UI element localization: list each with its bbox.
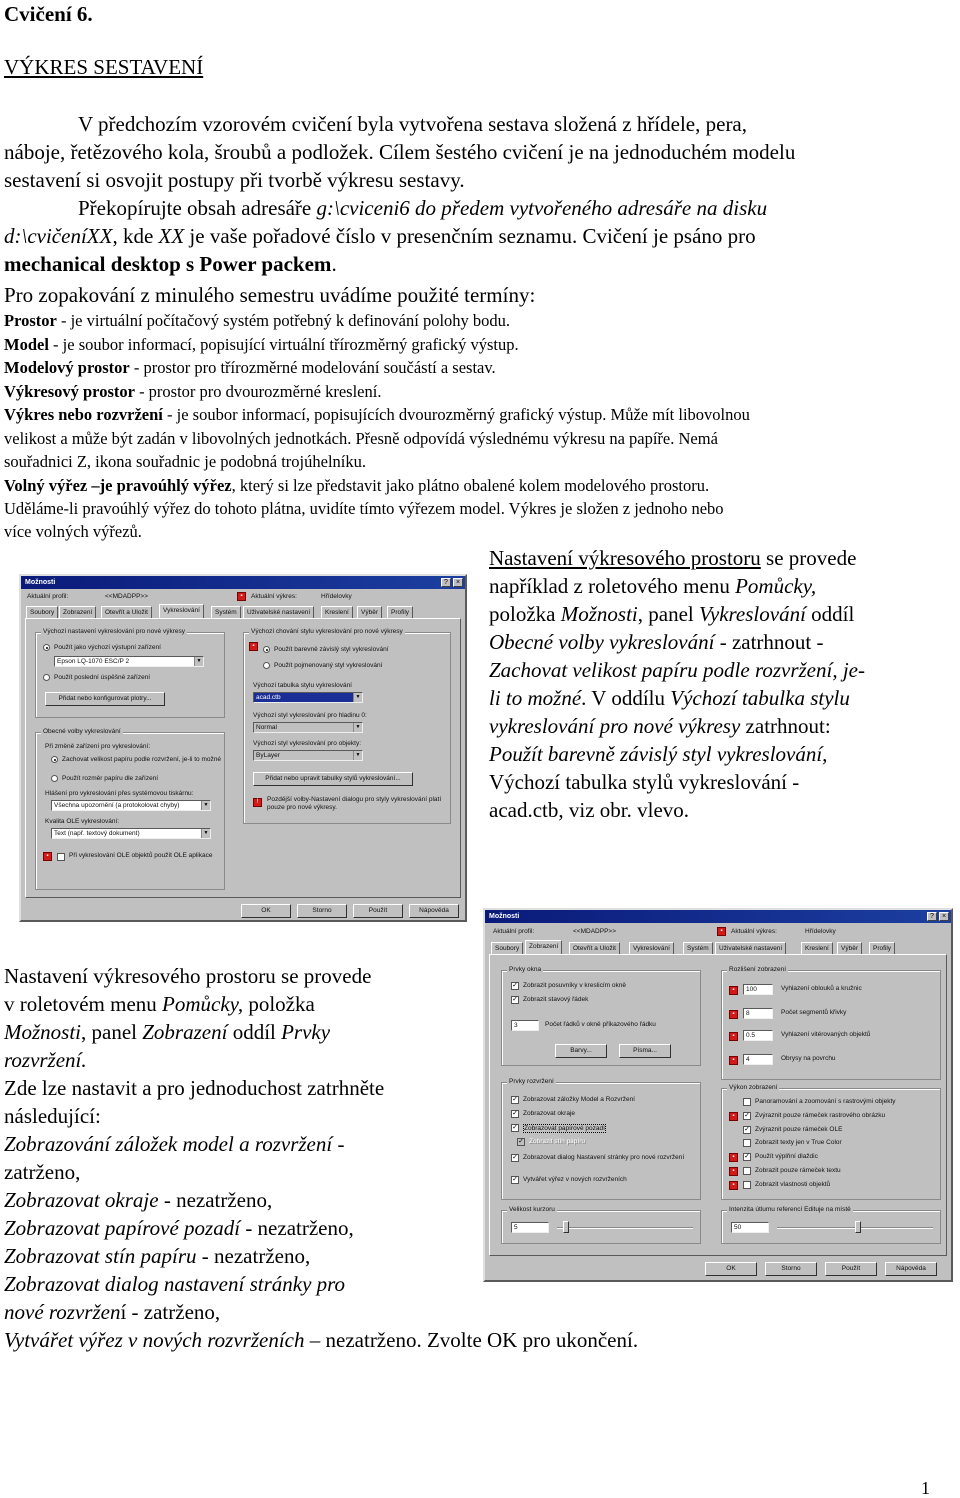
system-printer-alerts-label: Hlášení pro vykreslování přes systémovou tiskárnu:: [45, 790, 194, 797]
ok-button[interactable]: OK: [705, 1262, 757, 1276]
dialog-title-bar: [21, 576, 465, 589]
text: – nezatrženo. Zvolte OK pro ukončení.: [304, 1328, 639, 1352]
contour-lines-input[interactable]: 4: [743, 1054, 773, 1065]
text: v roletovém menu: [4, 992, 163, 1016]
term-label: Prostor: [4, 311, 57, 330]
text-frame-only-checkbox[interactable]: [743, 1167, 751, 1175]
text: se provede: [760, 546, 857, 570]
copy-instruction-line-2: [4, 222, 756, 250]
right-text-line-8: Použít barevně závislý styl vykreslování,: [489, 742, 828, 766]
tab-drafting[interactable]: Kreslení: [801, 942, 833, 954]
arc-smoothness-label: Vyhlazení oblouků a kružnic: [781, 985, 862, 992]
device-change-label: Při změně zařízení pro vykreslování:: [45, 743, 151, 750]
show-margins-label: Zobrazovat okraje: [523, 1110, 576, 1117]
left-text-line-2: [4, 990, 315, 1018]
drawing-setting-icon: ▪: [249, 642, 258, 651]
right-text-line-9: Výchozí tabulka stylů vykreslování -: [489, 770, 800, 794]
panel-name: Vykreslování: [698, 602, 806, 626]
drawing-label: Aktuální výkres:: [251, 593, 297, 600]
arc-smoothness-input[interactable]: 100: [743, 984, 773, 995]
menu-name: Pomůcky,: [162, 992, 244, 1016]
tab-user-settings[interactable]: Uživatelské nastavení: [715, 942, 786, 954]
group-title: Rozlišení zobrazení: [729, 966, 787, 973]
use-device-paper-label: Použít rozměr papíru dle zařízení: [62, 775, 159, 782]
use-last-device-label: Použít poslední úspěšné zařízení: [54, 674, 151, 681]
section-name: vykreslování pro nové výkresy: [489, 714, 741, 738]
pan-zoom-raster-label: Panoramování a zoomování s rastrovými objekty: [755, 1098, 896, 1105]
rendered-smoothness-input[interactable]: 0.5: [743, 1030, 773, 1041]
drawing-icon: ▪: [237, 592, 246, 601]
group-title: Prvky rozvržení: [509, 1078, 554, 1085]
object-properties-label: Zobrazit vlastnosti objektů: [755, 1181, 831, 1188]
drawing-setting-icon: ▪: [729, 1167, 738, 1176]
page-heading: VÝKRES SESTAVENÍ: [4, 55, 204, 79]
group-title: Prvky okna: [509, 966, 542, 973]
drawing-icon: ▪: [717, 927, 726, 936]
option-name: Vytvářet výřez v nových rozvrženích: [4, 1328, 305, 1352]
group-title: Výkon zobrazení: [729, 1084, 778, 1091]
left-text-line-6: následující:: [4, 1104, 101, 1128]
left-text-line-1: Nastavení výkresového prostoru se provede: [4, 964, 372, 988]
ole-frame-only-label: Zvýraznit pouze rámeček OLE: [755, 1126, 843, 1133]
menu-item: Možnosti: [4, 1020, 82, 1044]
true-color-text-label: Zobrazit texty jen v True Color: [755, 1139, 842, 1146]
ole-quality-select[interactable]: [51, 828, 211, 839]
intro-line-1: V předchozím vzorovém cvičení byla vytvořena sestava složená z hřídele, pera,: [78, 112, 748, 136]
output-device-select[interactable]: [54, 656, 204, 667]
term-label: Model: [4, 335, 49, 354]
add-configure-plotters-button[interactable]: Přidat nebo konfigurovat plotry...: [45, 692, 165, 706]
terms-intro: Pro zopakování z minulého semestru uvádíme použité termíny:: [4, 283, 536, 307]
color-dependent-style-radio[interactable]: [263, 646, 270, 653]
text: oddíl: [805, 602, 855, 626]
show-layout-tabs-label: Zobrazovat záložky Model a Rozvržení: [523, 1096, 635, 1103]
text: , panel: [81, 1020, 143, 1044]
dialog-title-bar: [485, 910, 951, 923]
page-number: 1: [921, 1478, 930, 1498]
chevron-down-icon: ▼: [353, 723, 362, 732]
object-style-select[interactable]: [253, 750, 363, 761]
menu-item: Možnosti: [560, 602, 638, 626]
layer0-style-label: Výchozí styl vykreslování pro hladinu 0:: [253, 712, 367, 719]
right-text-line-6: [489, 684, 850, 712]
raster-frame-only-checkbox[interactable]: ✓: [744, 1112, 750, 1119]
layer0-style-value: Normal: [256, 724, 277, 731]
ole-quality-value: Text (např. textový dokument): [54, 830, 140, 837]
cancel-button[interactable]: Storno: [297, 904, 347, 918]
keep-layout-paper-label: Zachovat velikost papíru podle rozvržení, je-li to možné: [62, 756, 221, 763]
profile-label: Aktuální profil:: [27, 593, 69, 600]
output-device-value: Epson LQ-1070 ESC/P 2: [57, 658, 130, 665]
ole-quality-label: Kvalita OLE vykreslování:: [45, 818, 120, 825]
text: zatrhnout:: [740, 714, 831, 738]
text: . V oddílu: [581, 686, 671, 710]
term-label: Výkresový prostor: [4, 382, 135, 401]
period: .: [331, 252, 337, 276]
show-paper-shadow-label: Zobrazit stín papíru: [529, 1138, 585, 1145]
tab-display[interactable]: Zobrazení: [59, 606, 96, 618]
text: í - zatrženo,: [120, 1300, 221, 1324]
tab-system[interactable]: Systém: [683, 942, 713, 954]
help-title-button[interactable]: ?: [927, 912, 937, 921]
apply-solid-fill-checkbox[interactable]: ✓: [744, 1153, 750, 1160]
ok-button[interactable]: OK: [241, 904, 291, 918]
chevron-down-icon: ▼: [201, 801, 210, 810]
drawing-setting-icon: ▪: [729, 986, 738, 995]
tab-plotting[interactable]: Vykreslování: [159, 604, 204, 618]
raster-frame-only-label: Zvýraznit pouze rámeček rastrového obrázku: [755, 1112, 886, 1119]
term-prostor: [4, 309, 510, 333]
create-viewport-checkbox[interactable]: ✓: [512, 1176, 518, 1183]
cancel-button[interactable]: Storno: [765, 1262, 817, 1276]
color-dependent-style-label: Použít barevně závislý styl vykreslování: [274, 646, 389, 653]
show-scrollbars-checkbox[interactable]: ✓: [512, 982, 518, 989]
left-text-line-10: [4, 1214, 354, 1242]
group-title: Obecné volby vykreslování: [43, 728, 121, 735]
show-paper-background-label: Zobrazovat papírové pozadí: [524, 1125, 605, 1132]
text-kde: , kde: [112, 224, 159, 248]
left-text-line-3: [4, 1018, 330, 1046]
named-style-label: Použít pojmenovaný styl vykreslování: [274, 662, 383, 669]
ole-frame-only-checkbox[interactable]: ✓: [744, 1126, 750, 1133]
show-page-setup-label: Zobrazovat dialog Nastavení stránky pro nové rozvržení: [523, 1154, 685, 1161]
help-title-button[interactable]: ?: [441, 578, 451, 587]
profile-value: <<MDADPP>>: [573, 928, 616, 935]
text: -: [332, 1132, 345, 1156]
use-default-device-label: Použít jako výchozí výstupní zařízení: [54, 644, 161, 651]
tab-plotting[interactable]: Vykreslování: [629, 942, 674, 954]
ole-app-checkbox[interactable]: [57, 853, 65, 861]
text-frame-only-label: Zobrazit pouze rámeček textu: [755, 1167, 841, 1174]
tab-user-settings[interactable]: Uživatelské nastavení: [243, 606, 314, 618]
tab-profiles[interactable]: Profily: [869, 942, 895, 954]
named-style-radio[interactable]: [263, 662, 270, 669]
left-text-line-13: [4, 1298, 220, 1326]
term-definition: - je soubor informací, popisující virtuální třírozměrný grafický výstup.: [48, 335, 519, 354]
object-properties-checkbox[interactable]: [743, 1181, 751, 1189]
apply-solid-fill-label: Použít výplňní dlaždic: [755, 1153, 818, 1160]
drawing-value: Hřídelovky: [321, 593, 352, 600]
tab-open-save[interactable]: Otevřít a Uložit: [569, 942, 620, 954]
left-text-line-5: Zde lze nastavit a pro jednoduchost zatrhněte: [4, 1076, 385, 1100]
system-printer-alerts-value: Všechna upozornění (a protokolovat chyby): [54, 802, 180, 809]
xref-fading-slider-thumb[interactable]: [855, 1221, 861, 1233]
profile-label: Aktuální profil:: [493, 928, 535, 935]
contour-lines-label: Obrysy na povrchu: [781, 1055, 836, 1062]
use-default-device-radio[interactable]: [43, 644, 50, 651]
style-note: Pozdější volby-Nastavení dialogu pro styly vykreslování platí pouze pro nové výkresy.: [267, 796, 442, 811]
show-paper-shadow-checkbox[interactable]: ✓: [518, 1138, 524, 1145]
drawing-setting-icon: ▪: [729, 1010, 738, 1019]
object-style-label: Výchozí styl vykreslování pro objekty:: [253, 740, 362, 747]
show-page-setup-checkbox[interactable]: ✓: [512, 1154, 518, 1161]
term-model: [4, 333, 519, 357]
show-status-bar-checkbox[interactable]: ✓: [512, 996, 518, 1003]
left-text-line-11: [4, 1242, 310, 1270]
drawing-setting-icon: ▪: [729, 1056, 738, 1065]
right-text-line-1: [489, 544, 856, 572]
tab-selection[interactable]: Výběr: [837, 942, 862, 954]
term-viewport-line-3: více volných výřezů.: [4, 522, 142, 541]
text: - zatrhnout -: [714, 630, 824, 654]
menu-name: Pomůcky,: [735, 574, 817, 598]
xref-fading-input[interactable]: 50: [731, 1222, 769, 1233]
section-name: Prvky: [281, 1020, 331, 1044]
chevron-down-icon: ▼: [194, 657, 203, 666]
text: - nezatrženo,: [240, 1216, 354, 1240]
copy-text: Překopírujte obsah adresáře: [78, 196, 317, 220]
text-number: je vaše pořadové číslo v presenčním seznamu. Cvičení je psáno pro: [184, 224, 756, 248]
left-text-line-12: Zobrazovat dialog nastavení stránky pro: [4, 1272, 346, 1296]
left-text-line-8: zatrženo,: [4, 1160, 81, 1184]
drawing-setting-icon: ▪: [729, 1153, 738, 1162]
term-label: Výkres nebo rozvržení: [4, 405, 163, 424]
command-lines-label: Počet řádků v okně příkazového řádku: [545, 1021, 656, 1028]
right-text-line-3: [489, 600, 854, 628]
warning-icon: !: [253, 798, 262, 807]
term-model-space: [4, 356, 496, 380]
apply-button[interactable]: Použít: [825, 1262, 877, 1276]
exercise-title: Cvičení 6.: [4, 2, 93, 26]
term-definition: - je soubor informací, popisujících dvourozměrný grafický výstup. Může mít libovolnou: [162, 405, 750, 424]
show-margins-checkbox[interactable]: ✓: [512, 1110, 518, 1117]
term-label-mid: –je pravoúhlý výřez: [87, 476, 232, 495]
left-text-line-7: [4, 1130, 344, 1158]
term-definition: - je virtuální počítačový systém potřebný k definování polohy bodu.: [56, 311, 511, 330]
term-layout-line-2: velikost a může být zadán v libovolných jednotkách. Přesně odpovídá výslednému výkresu na papíře. Nemá: [4, 429, 718, 448]
default-style-table-value: acad.ctb: [256, 694, 281, 701]
chevron-down-icon: ▼: [201, 829, 210, 838]
option-name: li to možné: [489, 686, 582, 710]
text: - nezatrženo,: [196, 1244, 311, 1268]
left-text-line-9: [4, 1186, 272, 1214]
option-name: nové rozvržen: [4, 1300, 121, 1324]
term-label: Modelový prostor: [4, 358, 130, 377]
polyline-segments-input[interactable]: 8: [743, 1008, 773, 1019]
show-paper-background-checkbox[interactable]: ✓: [512, 1124, 518, 1131]
left-text-line-14: [4, 1326, 638, 1354]
drawing-setting-icon: ▪: [729, 1112, 738, 1121]
xx-variable: XX: [158, 224, 185, 248]
option-name: Zobrazování záložek model a rozvržení: [4, 1132, 333, 1156]
command-lines-input[interactable]: 3: [511, 1020, 539, 1031]
software-name: mechanical desktop s Power packem: [4, 252, 332, 276]
intro-line-2: náboje, řetězového kola, šroubů a podložek. Cílem šestého cvičení je na jednoduchém modelu: [4, 140, 796, 164]
term-definition: - prostor pro třírozměrné modelování součástí a sestav.: [129, 358, 496, 377]
dialog-title: Možnosti: [25, 579, 56, 586]
left-text-line-4: rozvržení.: [4, 1048, 87, 1072]
copy-instruction-line-3: [4, 250, 337, 278]
use-device-paper-radio[interactable]: [51, 775, 58, 782]
tab-files[interactable]: Soubory: [491, 942, 523, 954]
show-scrollbars-label: Zobrazit posuvníky v kreslicím okně: [523, 982, 626, 989]
keep-layout-paper-radio[interactable]: [51, 756, 58, 763]
chevron-down-icon: ▼: [353, 693, 362, 702]
close-title-button[interactable]: ×: [939, 912, 949, 921]
tab-system[interactable]: Systém: [211, 606, 241, 618]
option-name: Zobrazovat stín papíru: [4, 1244, 197, 1268]
options-dialog-plotting: [19, 574, 467, 922]
section-name: Výchozí tabulka stylu: [670, 686, 850, 710]
right-text-line-4: [489, 628, 824, 656]
show-status-bar-label: Zobrazit stavový řádek: [523, 996, 589, 1003]
term-definition: - prostor pro dvourozměrné kreslení.: [134, 382, 382, 401]
help-button[interactable]: Nápověda: [885, 1262, 937, 1276]
crosshair-size-input[interactable]: 5: [511, 1222, 549, 1233]
text: položka: [489, 602, 561, 626]
target-path: d:\cvičeníXX: [4, 224, 113, 248]
group-title: Výchozí nastavení vykreslování pro nové výkresy: [43, 628, 185, 635]
drawing-label: Aktuální výkres:: [731, 928, 777, 935]
drawing-value: Hřídelovky: [805, 928, 836, 935]
use-last-device-radio[interactable]: [43, 674, 50, 681]
apply-button[interactable]: Použít: [353, 904, 403, 918]
text: například z roletového menu: [489, 574, 736, 598]
tab-drafting[interactable]: Kreslení: [321, 606, 353, 618]
help-button[interactable]: Nápověda: [409, 904, 459, 918]
group-title: Výchozí chování stylu vykreslování pro nové výkresy: [251, 628, 403, 635]
intro-line-3: sestavení si osvojit postupy při tvorbě výkresu sestavy.: [4, 168, 465, 192]
system-printer-alerts-select[interactable]: [51, 800, 211, 811]
right-text-line-5: Zachovat velikost papíru podle rozvržení, je-: [489, 658, 865, 682]
text: oddíl: [227, 1020, 282, 1044]
text: - nezatrženo,: [158, 1188, 273, 1212]
rendered-smoothness-label: Vyhlazení vitérovaných objektů: [781, 1031, 871, 1038]
tab-profiles[interactable]: Profily: [387, 606, 413, 618]
show-layout-tabs-checkbox[interactable]: ✓: [512, 1096, 518, 1103]
object-style-value: ByLayer: [256, 752, 280, 759]
polyline-segments-label: Počet segmentů křivky: [781, 1009, 847, 1016]
term-label: Volný výřez: [4, 476, 88, 495]
crosshair-size-slider[interactable]: [557, 1227, 693, 1229]
panel-name: Zobrazení: [142, 1020, 228, 1044]
profile-value: <<MDADPP>>: [105, 593, 148, 600]
drawing-setting-icon: ▪: [43, 852, 52, 861]
section-name: Obecné volby vykreslování: [489, 630, 715, 654]
term-layout-line-1: [4, 403, 750, 427]
group-title: Intenzita útlumu referencí Edituje na místě: [729, 1206, 851, 1213]
group-title: Velikost kurzoru: [509, 1206, 555, 1213]
drawing-setting-icon: ▪: [729, 1181, 738, 1190]
create-viewport-label: Vytvářet výřez v nových rozvrženích: [523, 1176, 627, 1183]
dialog-title: Možnosti: [489, 913, 520, 920]
option-name: Zobrazovat okraje: [4, 1188, 159, 1212]
layer0-style-select[interactable]: [253, 722, 363, 733]
colors-button[interactable]: Barvy...: [555, 1044, 607, 1058]
default-style-table-select[interactable]: [253, 692, 363, 703]
default-style-table-label: Výchozí tabulka stylu vykreslování: [253, 682, 352, 689]
copy-instruction-line-1: [78, 194, 767, 222]
text: , panel: [637, 602, 699, 626]
options-dialog-display: [483, 908, 953, 1282]
crosshair-size-slider-thumb[interactable]: [563, 1221, 569, 1233]
right-text-line-7: [489, 712, 831, 740]
close-title-button[interactable]: ×: [453, 578, 463, 587]
tab-selection[interactable]: Výběr: [357, 606, 382, 618]
underlined-text: Nastavení výkresového prostoru: [489, 546, 761, 570]
pan-zoom-raster-checkbox[interactable]: [743, 1098, 751, 1106]
ole-app-label: Při vykreslování OLE objektů použít OLE aplikace: [69, 852, 213, 859]
text: položka: [243, 992, 315, 1016]
right-text-line-2: [489, 572, 816, 600]
tab-display[interactable]: Zobrazení: [525, 940, 562, 954]
drawing-setting-icon: ▪: [729, 1032, 738, 1041]
tab-files[interactable]: Soubory: [26, 606, 58, 618]
fonts-button[interactable]: Písma...: [619, 1044, 671, 1058]
term-paper-space: [4, 380, 381, 404]
chevron-down-icon: ▼: [353, 751, 362, 760]
edit-style-tables-button[interactable]: Přidat nebo upravit tabulky stylů vykreslování...: [253, 772, 413, 786]
right-text-line-10: acad.ctb, viz obr. vlevo.: [489, 798, 690, 822]
option-name: Zobrazovat papírové pozadí: [4, 1216, 241, 1240]
term-viewport-line-1: [4, 474, 709, 498]
copy-path: g:\cviceni6 do předem vytvořeného adresáře na disku: [316, 196, 768, 220]
term-definition: , který si lze představit jako plátno obalené kolem modelového prostoru.: [231, 476, 710, 495]
term-viewport-line-2: Uděláme-li pravoúhlý výřez do tohoto plátna, uvidíte tímto výřezem model. Výkres je složen z jednoho nebo: [4, 499, 724, 518]
term-layout-line-3: souřadnici Z, ikona souřadnic je podobná trojúhelníku.: [4, 452, 367, 471]
tab-open-save[interactable]: Otevřít a Uložit: [101, 606, 152, 618]
true-color-text-checkbox[interactable]: [743, 1139, 751, 1147]
